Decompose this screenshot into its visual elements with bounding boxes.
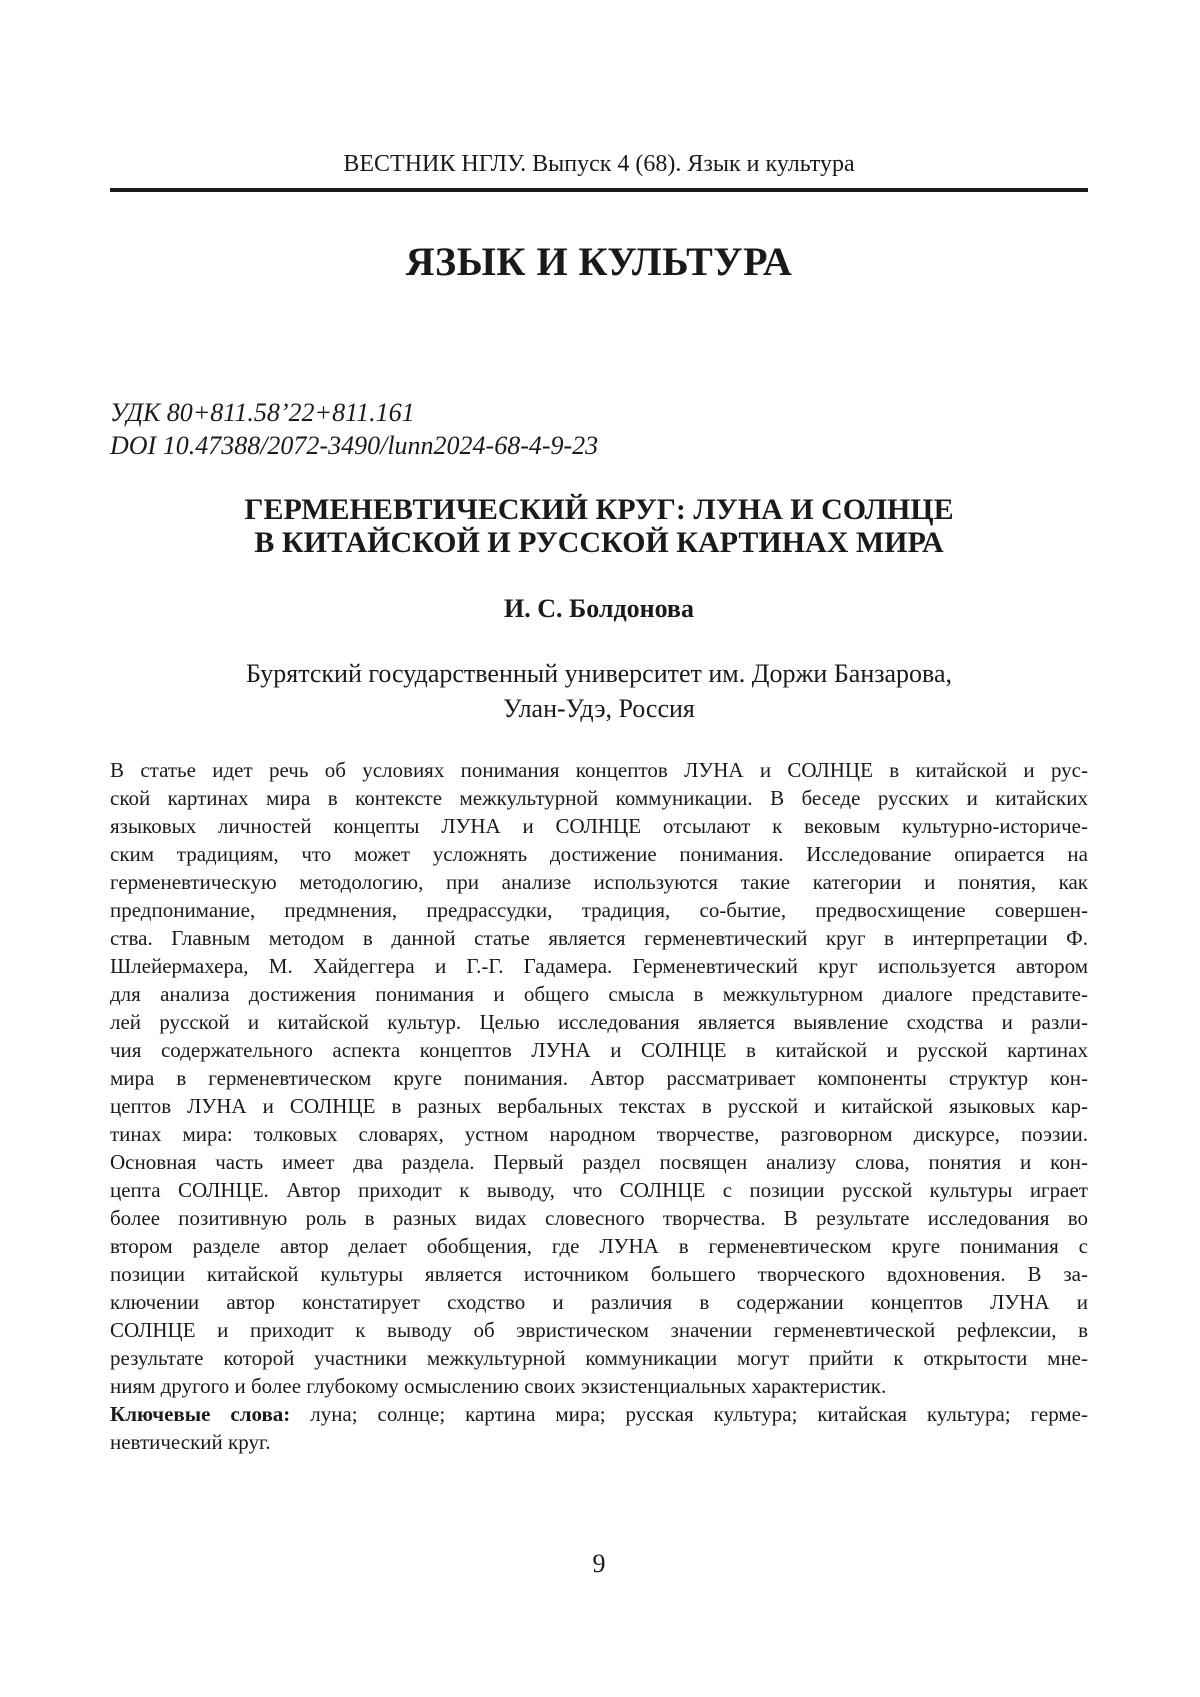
doi-line: DOI 10.47388/2072-3490/lunn2024-68-4-9-23 (110, 431, 599, 460)
abstract-line: для анализа достижения понимания и общего смысла в межкультурном диалоге представите- (110, 982, 1088, 1006)
abstract-line: Шлейермахера, М. Хайдеггера и Г.-Г. Гадамера. Герменевтический круг используется автором (110, 954, 1088, 978)
udc-line: УДК 80+811.58’22+811.161 (110, 398, 415, 427)
abstract-block (110, 756, 1088, 1456)
abstract-line: чия содержательного аспекта концептов ЛУНА и СОЛНЦЕ в китайской и русской картинах (110, 1038, 1088, 1062)
abstract-line: результате которой участники межкультурной коммуникации могут прийти к открытости мне- (110, 1346, 1088, 1370)
abstract-line: ской картинах мира в контексте межкультурной коммуникации. В беседе русских и китайских (110, 786, 1088, 810)
keywords-line-2: невтический круг. (110, 1430, 271, 1454)
abstract-line: ниям другого и более глубокому осмыслению своих экзистенциальных характеристик. (110, 1374, 887, 1398)
abstract-line: ключении автор констатирует сходство и различия в содержании концептов ЛУНА и (110, 1290, 1088, 1314)
header-rule (110, 188, 1088, 192)
article-title (110, 493, 1088, 559)
keywords-label: Ключевые слова: (110, 1402, 311, 1426)
page-number: 9 (592, 1549, 606, 1578)
section-title: ЯЗЫК И КУЛЬТУРА (405, 239, 793, 284)
keywords-line-1 (110, 1400, 1088, 1428)
abstract-line: цепта СОЛНЦЕ. Автор приходит к выводу, что СОЛНЦЕ с позиции русской культуры играет (110, 1178, 1088, 1202)
abstract-line: СОЛНЦЕ и приходит к выводу об эвристическом значении герменевтической рефлексии, в (110, 1318, 1088, 1342)
abstract-line: ским традициям, что может усложнять достижение понимания. Исследование опирается на (110, 842, 1088, 866)
abstract-line: позиции китайской культуры является источником большего творческого вдохновения. В за- (110, 1262, 1088, 1286)
abstract-line: Основная часть имеет два раздела. Первый раздел посвящен анализу слова, понятия и кон- (110, 1150, 1088, 1174)
abstract-line: герменевтическую методологию, при анализе используются такие категории и понятия, как (110, 870, 1088, 894)
abstract-line: цептов ЛУНА и СОЛНЦЕ в разных вербальных текстах в русской и китайской языковых кар- (110, 1094, 1088, 1118)
abstract-text (110, 756, 1088, 1400)
abstract-line: лей русской и китайской культур. Целью исследования является выявление сходства и разли- (110, 1010, 1088, 1034)
keywords-text: луна; солнце; картина мира; русская культура; китайская культура; герме- (310, 1402, 1088, 1426)
abstract-line: мира в герменевтическом круге понимания. Автор рассматривает компоненты структур кон- (110, 1066, 1088, 1090)
abstract-line: ства. Главным методом в данной статье является герменевтический круг в интерпретации Ф. (110, 926, 1088, 950)
abstract-line: тинах мира: толковых словарях, устном народном творчестве, разговорном дискурсе, поэзии. (110, 1122, 1088, 1146)
article-affiliation (110, 656, 1088, 726)
udc-doi-block (110, 396, 1088, 462)
article-title-line: В КИТАЙСКОЙ И РУССКОЙ КАРТИНАХ МИРА (254, 526, 944, 559)
affiliation-line: Бурятский государственный университет им. Доржи Банзарова, (245, 659, 953, 688)
abstract-line: втором разделе автор делает обобщения, где ЛУНА в герменевтическом круге понимания с (110, 1234, 1088, 1258)
abstract-line: языковых личностей концепты ЛУНА и СОЛНЦЕ отсылают к вековым культурно-историче- (110, 814, 1088, 838)
abstract-line: предпонимание, предмнения, предрассудки, традиция, со-бытие, предвосхищение совершен- (110, 898, 1088, 922)
running-header: ВЕСТНИК НГЛУ. Выпуск 4 (68). Язык и культура (343, 151, 855, 177)
affiliation-line: Улан-Удэ, Россия (503, 694, 695, 723)
abstract-line: более позитивную роль в разных видах словесного творчества. В результате исследования во (110, 1206, 1088, 1230)
article-author: И. С. Болдонова (504, 594, 694, 623)
article-title-line: ГЕРМЕНЕВТИЧЕСКИЙ КРУГ: ЛУНА И СОЛНЦЕ (244, 493, 954, 526)
abstract-line: В статье идет речь об условиях понимания концептов ЛУНА и СОЛНЦЕ в китайской и рус- (110, 758, 1088, 782)
